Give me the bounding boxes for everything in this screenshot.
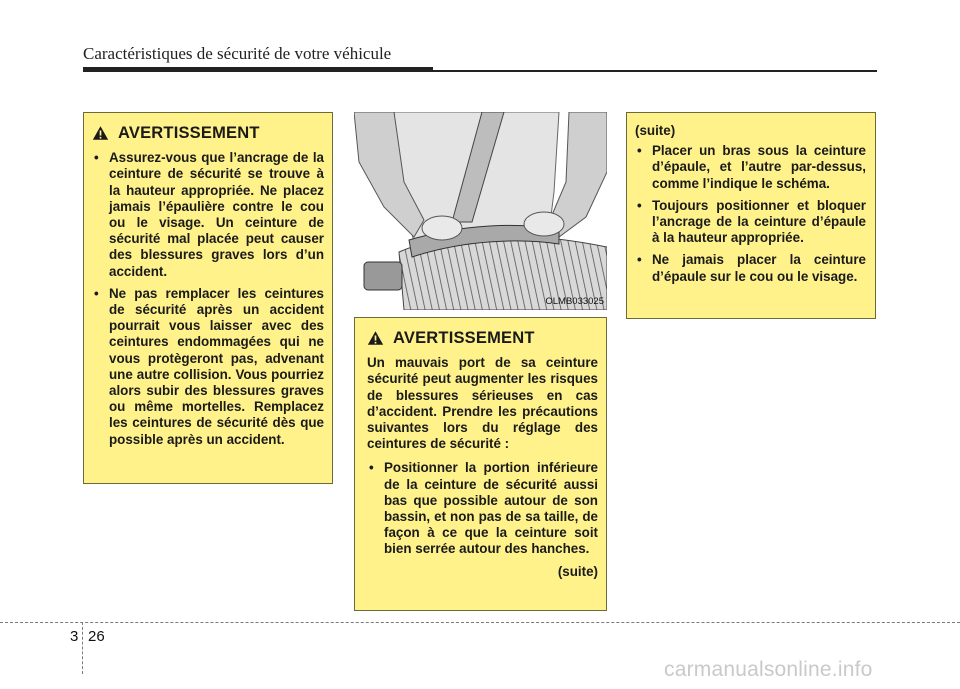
continued-heading: (suite) [635,123,676,138]
header-rule [83,67,877,73]
warning-header [92,125,324,141]
warning-box-middle [354,317,607,611]
figure-code: OLMB033025 [545,296,604,307]
continued-bullet: • Placer un bras sous la ceinture d’épaule, et l’autre par-dessus, comme l’indique le schéma. [637,143,866,191]
continued-label: (suite) [557,563,598,579]
footer-vertical-divider [82,622,83,674]
warning-bullet: • Assurez-vous que l’ancrage de la ceinture de sécurité se trouve à la hauteur appropriée. Ne placez jamais l’épaulière contre le cou ou le visage. Un ceinture de sécurité mal placée peut causer des blessures graves lors d’un accident. [94,150,324,279]
warning-box-left [83,112,333,484]
seatbelt-illustration [354,112,607,310]
page-number: 26 [88,628,105,645]
continued-bullet: • Toujours positionner et bloquer l’ancrage de la ceinture d’épaule à la hauteur appropriée. [637,197,866,246]
continued-box-right [626,112,876,319]
seatbelt-drawing [354,112,607,310]
watermark: carmanualsonline.info [664,658,873,681]
warning-intro: Un mauvais port de sa ceinture sécurité peut augmenter les risques de blessures sérieuses en cas d’accident. Prendre les précautions suivantes lors du réglage des ceintures de sécurité : [367,355,598,452]
continued-bullet: • Ne jamais placer la ceinture d’épaule sur le cou ou le visage. [637,252,866,284]
page-header-title: Caractéristiques de sécurité de votre véhicule [83,44,392,63]
warning-title: AVERTISSEMENT [393,329,535,347]
warning-title: AVERTISSEMENT [118,124,260,142]
warning-triangle-icon [367,330,384,346]
footer-divider [0,622,960,623]
warning-bullet: • Positionner la portion inférieure de la ceinture de sécurité aussi bas que possible autour de son bassin, et non pas de sa taille, de façon à ce que la ceinture soit bien serrée autour des hanches. [369,460,598,557]
warning-bullet: • Ne pas remplacer les ceintures de sécurité après un accident pourrait vous laisser avec des ceintures endommagées qui ne vous protègeront pas, advenant une autre collision. Vous pourriez alors subir des blessures graves ou même mortelles. Remplacez les ceintures de sécurité dès que possible après un accident. [94,285,324,447]
chapter-number: 3 [70,628,79,645]
warning-triangle-icon [92,125,109,141]
warning-header [367,330,598,346]
